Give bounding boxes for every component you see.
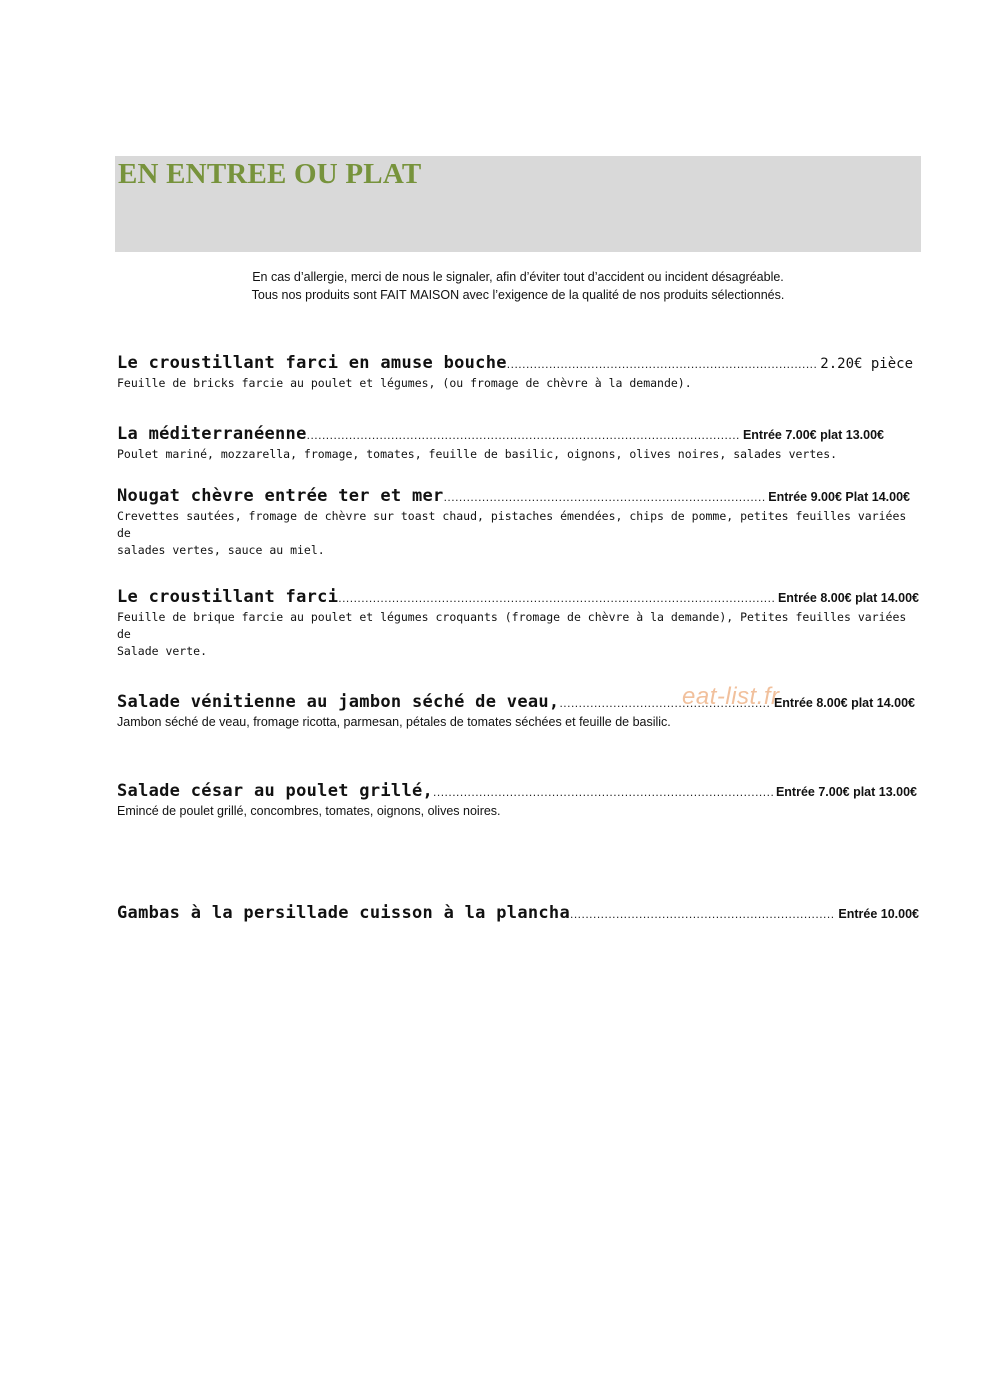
menu-item-name: Salade césar au poulet grillé, (117, 781, 434, 801)
menu-item-description (117, 609, 919, 660)
description-line: Salade verte. (117, 644, 208, 658)
menu-item (117, 587, 919, 660)
menu-item-price: 2.20€ pièce (820, 356, 913, 372)
menu-item-price: Entrée 9.00€ Plat 14.00€ (768, 490, 910, 504)
menu-item-name: Gambas à la persillade cuisson à la plancha (117, 903, 570, 923)
menu-item (117, 353, 913, 392)
menu-item-price: Entrée 7.00€ plat 13.00€ (742, 428, 884, 442)
menu-item-name: La méditerranéenne (117, 424, 307, 444)
section-header-band (115, 156, 921, 252)
menu-item-name: Le croustillant farci (117, 587, 339, 607)
description-line: Crevettes sautées, fromage de chèvre sur toast chaud, pistaches émendées, chips de pomme, petites feuilles variées de (117, 509, 907, 540)
menu-item-price: Entrée 7.00€ plat 13.00€ (775, 785, 917, 799)
dot-leader (570, 907, 835, 921)
menu-item-description: Emincé de poulet grillé, concombres, tomates, oignons, olives noires. (117, 804, 501, 818)
menu-item-name: Nougat chèvre entrée ter et mer (117, 486, 444, 506)
menu-item-description: Feuille de bricks farcie au poulet et légumes, (ou fromage de chèvre à la demande). (117, 376, 692, 390)
section-title: EN ENTREE OU PLAT (118, 158, 422, 190)
menu-item (117, 692, 915, 731)
menu-item-description: Poulet mariné, mozzarella, fromage, tomates, feuille de basilic, oignons, olives noires, salades vertes. (117, 447, 838, 461)
dot-leader (444, 490, 766, 504)
dot-leader (507, 357, 817, 371)
dot-leader (433, 785, 773, 799)
menu-item (117, 424, 884, 463)
menu-item (117, 903, 919, 923)
dot-leader (338, 591, 775, 605)
menu-item-name: Le croustillant farci en amuse bouche (117, 353, 507, 373)
notice-line: Tous nos produits sont FAIT MAISON avec l’exigence de la qualité de nos produits sélectionnés. (251, 288, 785, 302)
menu-item-description: Jambon séché de veau, fromage ricotta, parmesan, pétales de tomates séchées et feuille de basilic. (117, 715, 671, 729)
menu-item-name: Salade vénitienne au jambon séché de veau, (117, 692, 560, 712)
description-line: Feuille de brique farcie au poulet et légumes croquants (fromage de chèvre à la demande), Petites feuilles variées de (117, 610, 907, 641)
menu-item-price: Entrée 8.00€ plat 14.00€ (777, 591, 919, 605)
allergy-notice (115, 268, 921, 304)
menu-item-price: Entrée 10.00€ (838, 907, 919, 921)
notice-line: En cas d’allergie, merci de nous le signaler, afin d’éviter tout d’accident ou incident désagréable. (252, 270, 784, 284)
menu-item-description (117, 508, 910, 559)
menu-item (117, 486, 910, 559)
watermark: eat-list.fr (682, 683, 780, 710)
dot-leader (307, 428, 740, 442)
menu-item-price: Entrée 8.00€ plat 14.00€ (773, 696, 915, 710)
description-line: salades vertes, sauce au miel. (117, 543, 325, 557)
menu-item (117, 781, 917, 820)
